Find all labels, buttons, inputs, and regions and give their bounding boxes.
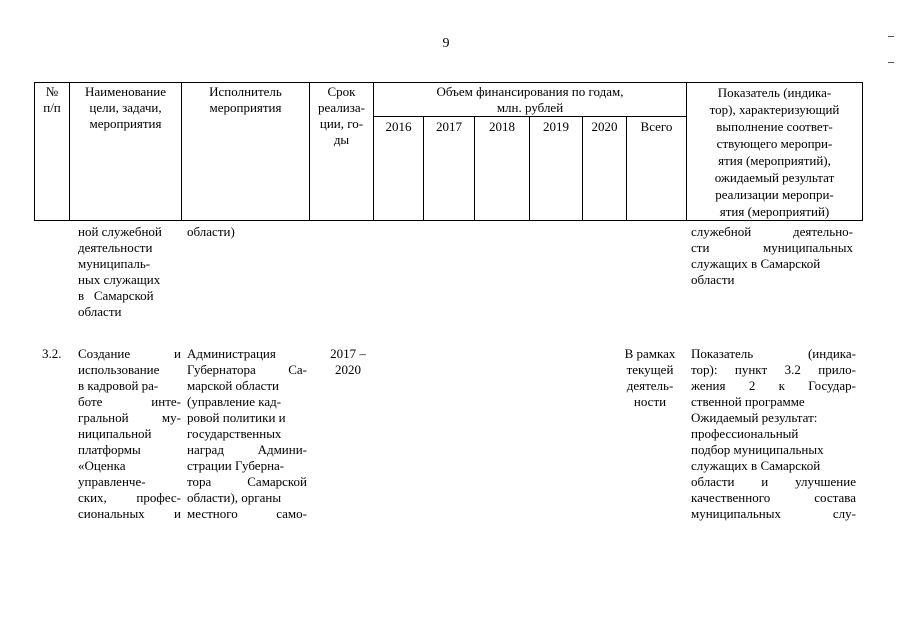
header-name: Наименование цели, задачи, мероприятия <box>85 84 166 131</box>
prev-row-name: ной служебной деятельности муниципаль- ных служащих в Самарской области <box>78 224 162 319</box>
header-term: Срок реализа- ции, го- ды <box>318 84 365 147</box>
header-year-2017: 2017 <box>436 119 462 134</box>
margin-mark <box>888 36 894 37</box>
header-num: № п/п <box>43 84 61 115</box>
row-term: 2017 – 2020 <box>330 346 366 377</box>
header-year-2019: 2019 <box>543 119 569 134</box>
margin-mark <box>888 62 894 63</box>
header-total: Всего <box>640 119 673 134</box>
header-indicator: Показатель (индика- тор), характеризующий выполнение соответ- ствующего меропри- ятия (мероприятий), ожидаемый результат реализации меропри- ятия (мероприятий) <box>709 85 840 219</box>
header-executor: Исполнитель мероприятия <box>209 84 282 115</box>
header-year-2018: 2018 <box>489 119 515 134</box>
row-number: 3.2. <box>42 346 62 361</box>
row-total: В рамках текущей деятель- ности <box>624 346 676 409</box>
row-indicator: Показатель (индика- тор): пункт 3.2 прило- жения 2 к Государ- ственной программе Ожидаемый результат: профессиональный подбор муниципальных служащих в Самарской области и улучшение качественного состава муниципальных слу- <box>691 346 856 521</box>
header-finance-title: Объем финансирования по годам, млн. рублей <box>436 84 624 115</box>
row-executor: Администрация Губернатора Са- марской области (управление кад- ровой политики и государственных наград Админи- страции Губерна- тора Самарской области), органы местного само- <box>187 346 307 521</box>
header-year-2016: 2016 <box>385 119 412 134</box>
prev-row-executor: области) <box>187 224 235 239</box>
row-name: Создание и использование в кадровой ра- боте инте- гральной му- ниципальной платформы «Оценка управленче- ских, профес- сиональных и <box>78 346 181 521</box>
header-year-2020: 2020 <box>591 119 618 134</box>
prev-row-indicator: служебной деятельно- сти муниципальных служащих в Самарской области <box>691 224 853 287</box>
page-number: 9 <box>442 36 450 51</box>
